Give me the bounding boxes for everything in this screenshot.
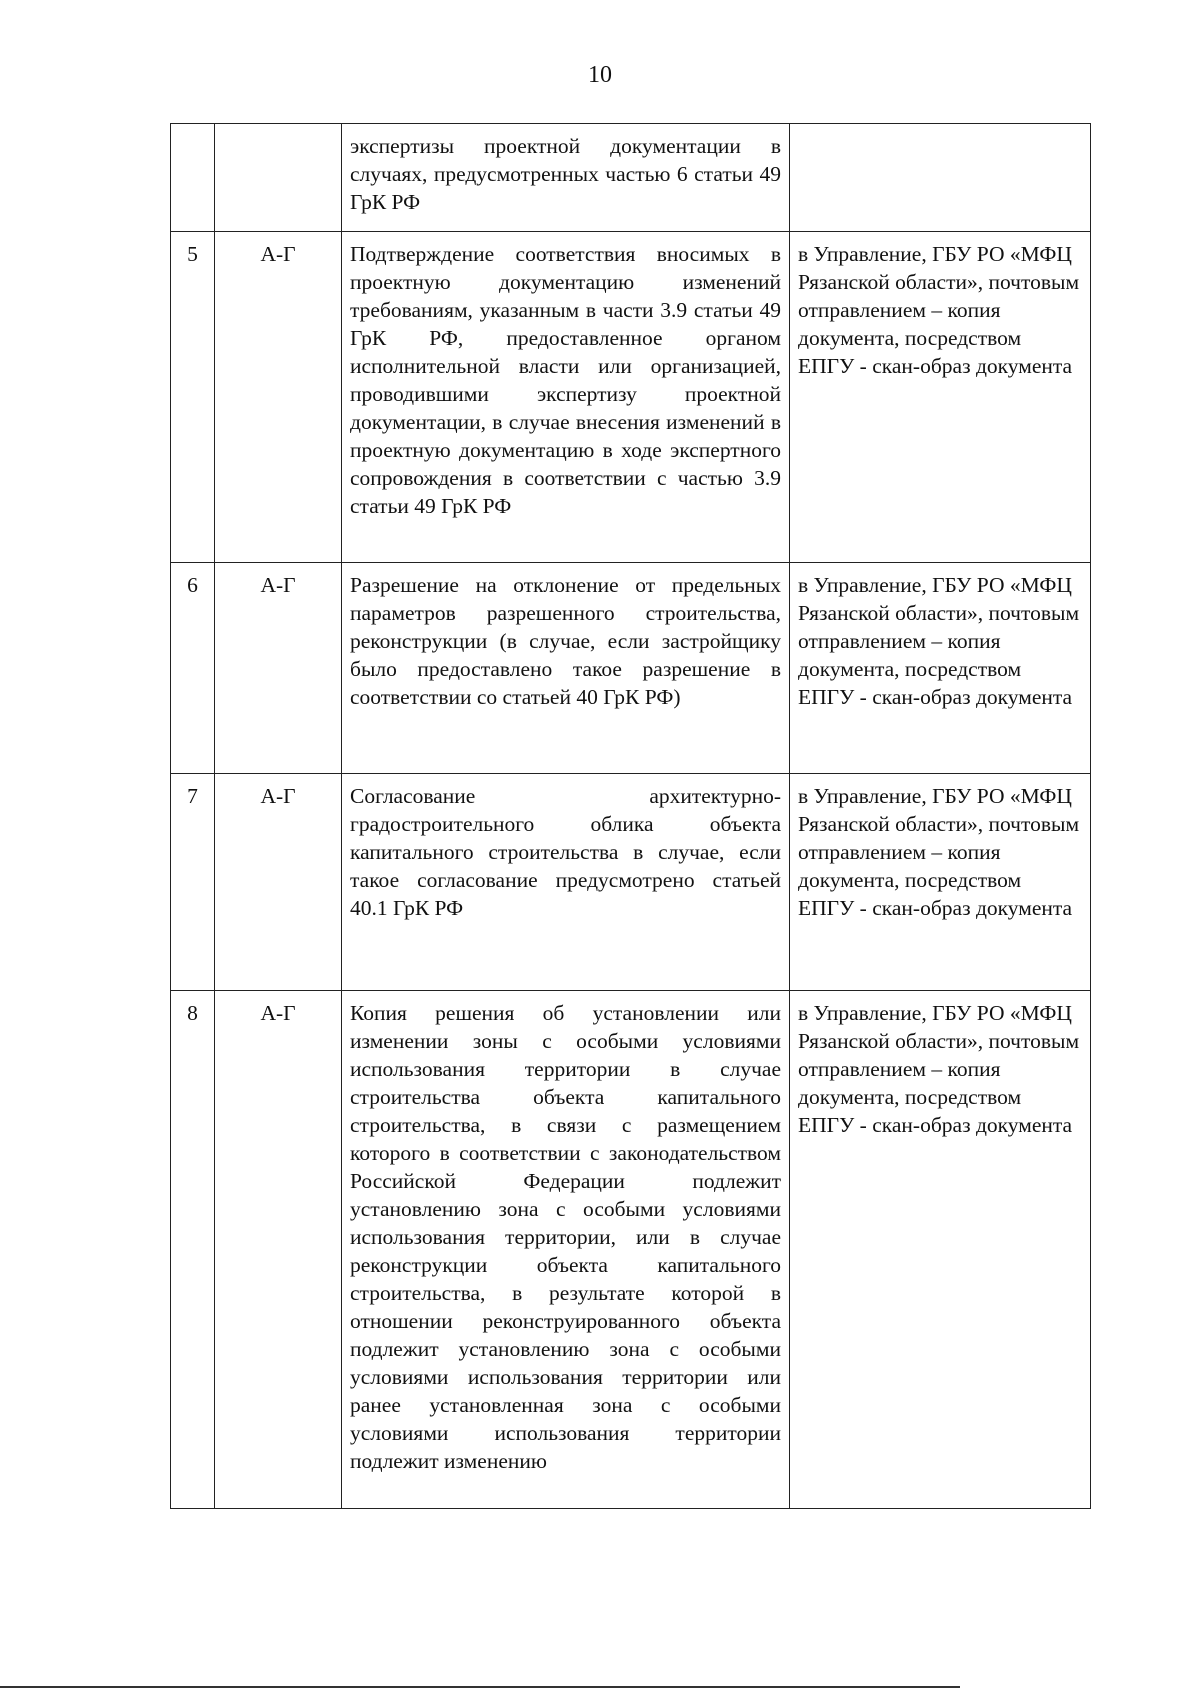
table-row (171, 991, 1091, 1509)
row-destination (790, 124, 1091, 232)
table-row (171, 563, 1091, 774)
row-description: экспертизы проектной документации в случаях, предусмотренных частью 6 статьи 49 ГрК РФ (342, 124, 790, 232)
row-number: 7 (171, 774, 215, 991)
row-code: А-Г (215, 563, 342, 774)
row-code: А-Г (215, 991, 342, 1509)
page-number: 10 (588, 62, 612, 88)
row-description: Согласование архитектурно-градостроительного облика объекта капитального строительства в случае, если такое согласование предусмотрено статьей 40.1 ГрК РФ (342, 774, 790, 991)
table-row (171, 232, 1091, 563)
row-number: 6 (171, 563, 215, 774)
row-destination: в Управление, ГБУ РО «МФЦ Рязанской области», почтовым отправлением – копия документа, посредством ЕПГУ - скан-образ документа (790, 563, 1091, 774)
row-description: Разрешение на отклонение от предельных параметров разрешенного строительства, реконструкции (в случае, если застройщику было предоставлено такое разрешение в соответствии со статьей 40 ГрК РФ) (342, 563, 790, 774)
row-code: А-Г (215, 774, 342, 991)
row-description: Подтверждение соответствия вносимых в проектную документацию изменений требованиям, указанным в части 3.9 статьи 49 ГрК РФ, предоставленное органом исполнительной власти или организацией, проводившими экспертизу проектной документации, в случае внесения изменений в проектную документацию в ходе экспертного сопровождения в соответствии с частью 3.9 статьи 49 ГрК РФ (342, 232, 790, 563)
bottom-scan-line (0, 1686, 960, 1688)
row-number (171, 124, 215, 232)
row-code (215, 124, 342, 232)
row-description: Копия решения об установлении или изменении зоны с особыми условиями использования территории в случае строительства объекта капитального строительства, в связи с размещением которого в соответствии с законодательством Российской Федерации подлежит установлению зона с особыми условиями использования территории, или в случае реконструкции объекта капитального строительства, в результате которой в отношении реконструированного объекта подлежит установлению зона с особыми условиями использования территории или ранее установленная зона с особыми условиями использования территории подлежит изменению (342, 991, 790, 1509)
row-destination: в Управление, ГБУ РО «МФЦ Рязанской области», почтовым отправлением – копия документа, посредством ЕПГУ - скан-образ документа (790, 232, 1091, 563)
row-number: 8 (171, 991, 215, 1509)
row-destination: в Управление, ГБУ РО «МФЦ Рязанской области», почтовым отправлением – копия документа, посредством ЕПГУ - скан-образ документа (790, 991, 1091, 1509)
row-destination: в Управление, ГБУ РО «МФЦ Рязанской области», почтовым отправлением – копия документа, посредством ЕПГУ - скан-образ документа (790, 774, 1091, 991)
table-row (171, 124, 1091, 232)
table-row (171, 774, 1091, 991)
row-number: 5 (171, 232, 215, 563)
documents-table (170, 123, 1091, 1509)
row-code: А-Г (215, 232, 342, 563)
